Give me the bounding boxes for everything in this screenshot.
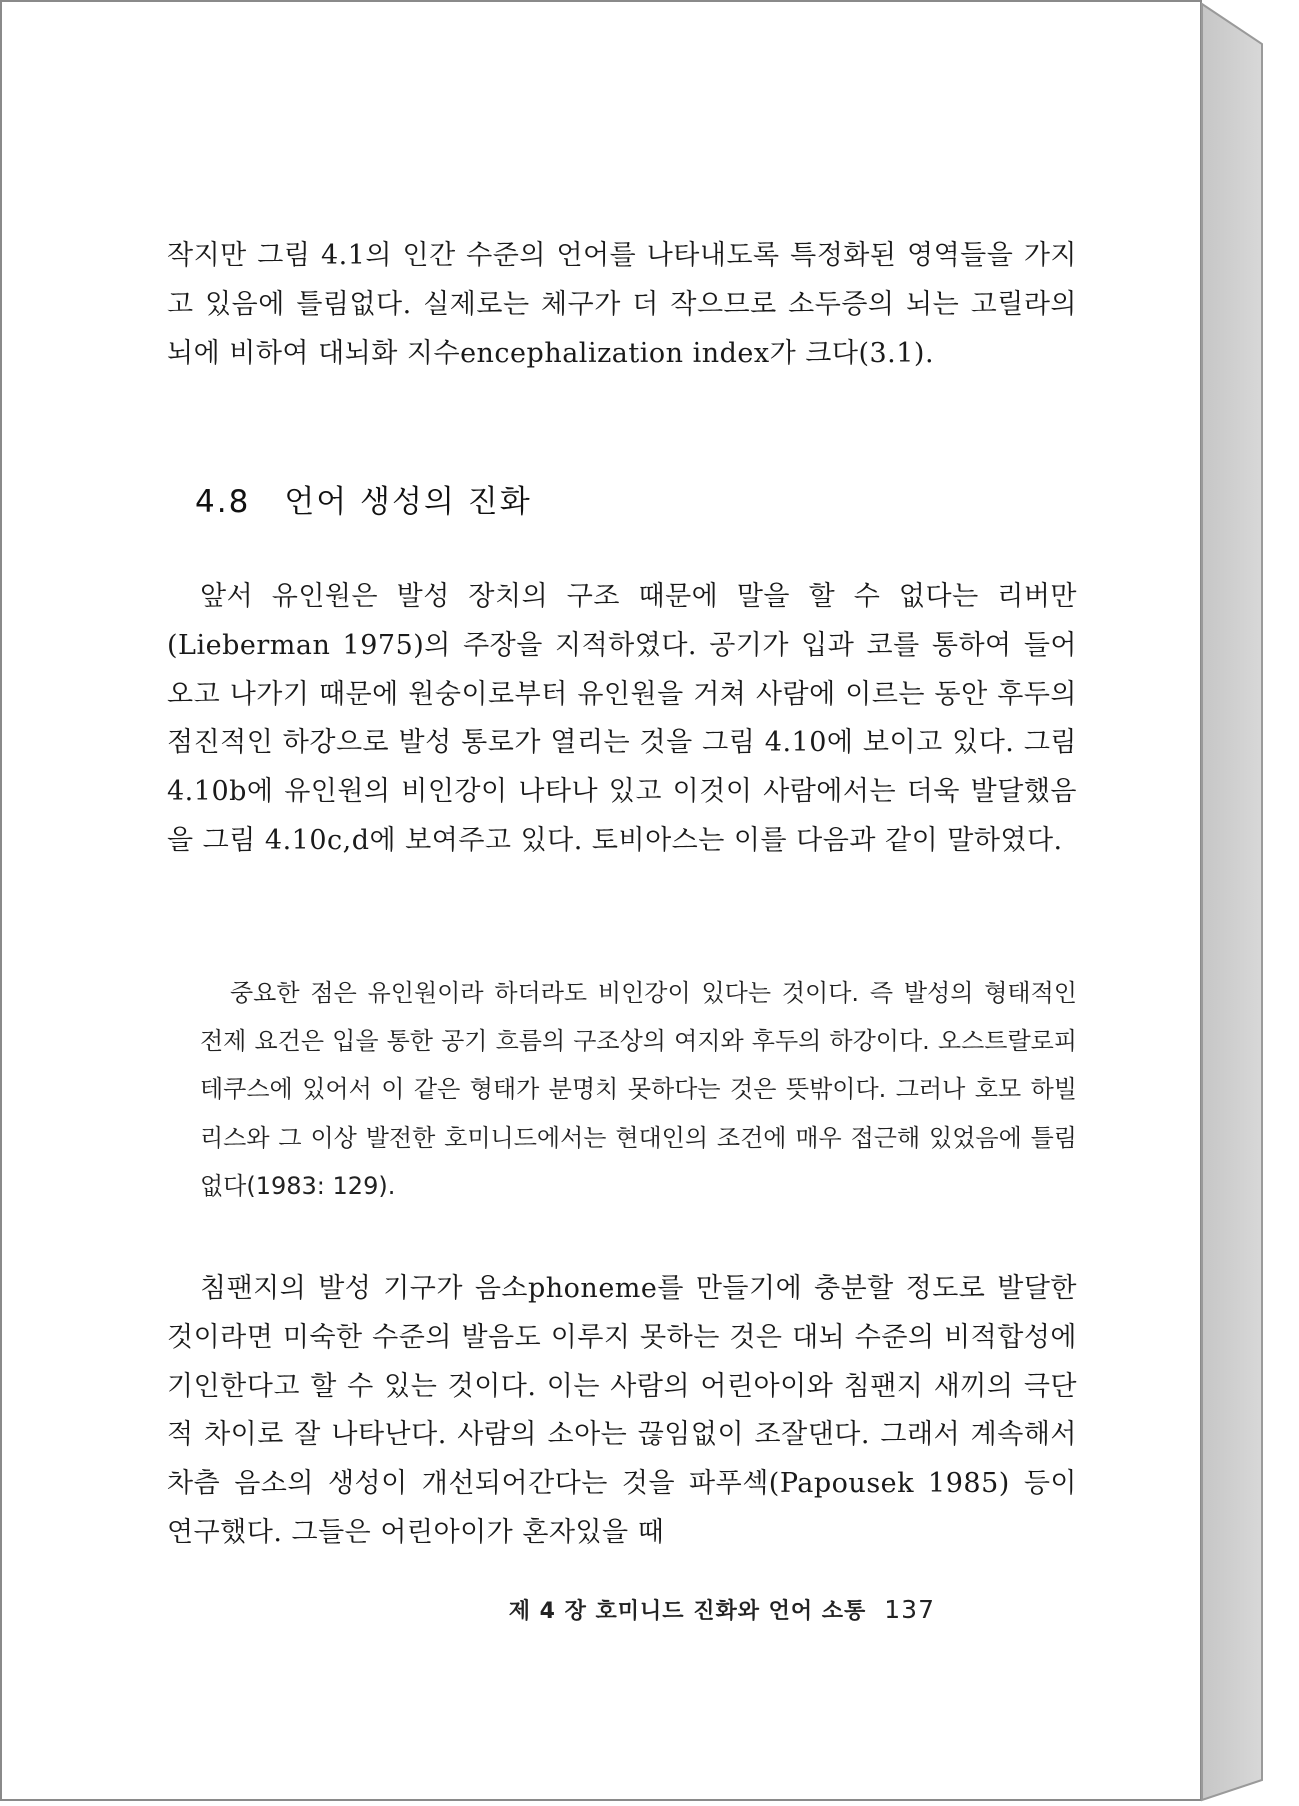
block-quote: 중요한 점은 유인원이라 하더라도 비인강이 있다는 것이다. 즉 발성의 형태적인 전제 요건은 입을 통한 공기 흐름의 구조상의 여지와 후두의 하강이다. 오스트랄로피테쿠스에 있어서 이 같은 형태가 분명치 못하다는 것은 뜻밖이다. 그러나 호모 하빌리스와 그 이상 발전한 호미니드에서는 현대인의 조건에 매우 접근해 있었음에 틀림없다(1983: 129). [200, 979, 1077, 1200]
section-number: 4.8 [195, 484, 251, 520]
spine-shape [1202, 4, 1298, 1804]
paragraph-lieberman: 앞서 유인원은 발성 장치의 구조 때문에 말을 할 수 없다는 리버만(Lieberman 1975)의 주장을 지적하였다. 공기가 입과 코를 통하여 들어오고 나가기 때문에 원숭이로부터 유인원을 거쳐 사람에 이르는 동안 후두의 점진적인 하강으로 발성 통로가 열리는 것을 그림 4.10에 보이고 있다. 그림 4.10b에 유인원의 비인강이 나타나 있고 이것이 사람에서는 더욱 발달했음을 그림 4.10c,d에 보여주고 있다. 토비아스는 이를 다음과 같이 말하였다. [167, 581, 1077, 856]
footer-chapter-title: 제 4 장 호미니드 진화와 언어 소통 [508, 1599, 867, 1624]
page-footer [509, 1594, 935, 1625]
section-heading [195, 476, 532, 521]
paragraph-intro: 작지만 그림 4.1의 인간 수준의 언어를 나타내도록 특정화된 영역들을 가지고 있음에 틀림없다. 실제로는 체구가 더 작으므로 소두증의 뇌는 고릴라의 뇌에 비하여 대뇌화 지수encephalization index가 크다(3.1). [167, 240, 1077, 369]
section-title: 언어 생성의 진화 [284, 484, 532, 520]
paragraph-chimpanzee: 침팬지의 발성 기구가 음소phoneme를 만들기에 충분할 정도로 발달한 것이라면 미숙한 수준의 발음도 이루지 못하는 것은 대뇌 수준의 비적합성에 기인한다고 할 수 있는 것이다. 이는 사람의 어린아이와 침팬지 새끼의 극단적 차이로 잘 나타난다. 사람의 소아는 끊임없이 조잘댄다. 그래서 계속해서 차츰 음소의 생성이 개선되어간다는 것을 파푸섹(Papousek 1985) 등이 연구했다. 그들은 어린아이가 혼자있을 때 [167, 1273, 1077, 1548]
page-number: 137 [884, 1595, 935, 1624]
spine-face [1202, 4, 1262, 1800]
